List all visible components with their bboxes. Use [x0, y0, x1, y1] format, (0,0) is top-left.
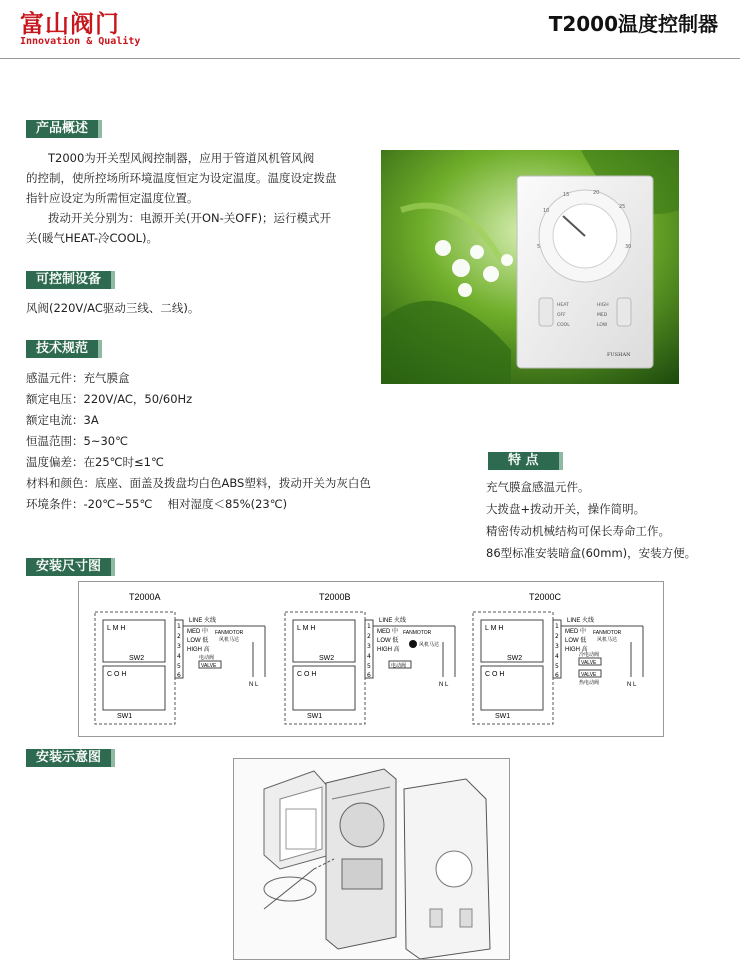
overview-text — [26, 148, 366, 248]
motor-cn-label: 风机马达 — [597, 637, 618, 643]
overview-line: 拨动开关分别为：电源开关(开ON-关OFF)；运行模式开 — [48, 211, 332, 225]
valve2-label: VALVE — [581, 672, 597, 678]
section-devices: 可控制设备 — [26, 271, 115, 289]
terminal: 3 — [177, 643, 181, 650]
overview-line: T2000为开关型风阀控制器，应用于管道风机管风阀 — [48, 151, 315, 165]
sw1-label: SW1 — [307, 713, 323, 720]
wiring-diagram-svg — [79, 582, 663, 736]
dial-tick: 30 — [625, 244, 632, 250]
brand-name: 富山阀门 — [20, 10, 120, 38]
nl-label: N L — [627, 682, 637, 688]
specs-list — [26, 368, 466, 515]
wiring-diagram-c — [473, 592, 643, 724]
terminal: 4 — [177, 653, 181, 660]
motor-label: FANMOTOR — [215, 630, 244, 636]
med-label: MED 中 — [565, 629, 587, 635]
switch-label: OFF — [557, 313, 566, 318]
lmh-label: L M H — [107, 625, 126, 632]
nl-label: N L — [249, 682, 259, 688]
install-illustration-svg — [234, 759, 509, 959]
feature-row: 大拨盘+拨动开关，操作简明。 — [486, 502, 646, 516]
overview-line: 的控制，使所控场所环境温度恒定为设定温度。温度设定拨盘 — [26, 171, 337, 185]
nl-label: N L — [439, 682, 449, 688]
terminal: 1 — [555, 623, 559, 630]
high-label: HIGH 高 — [565, 647, 588, 653]
diagram-title: T2000B — [319, 592, 351, 602]
terminal: 5 — [367, 663, 371, 670]
wiring-diagram-b — [285, 592, 455, 724]
coh-label: C O H — [485, 671, 505, 678]
section-specs: 技术规范 — [26, 340, 102, 358]
devices-text: 风阀(220V/AC驱动三线、二线)。 — [26, 301, 200, 315]
low-label: LOW 低 — [187, 638, 209, 644]
sw2-label: SW2 — [507, 655, 523, 662]
switch-label: MED — [597, 313, 608, 318]
line-label: LINE 火线 — [189, 618, 217, 624]
valve-label: VALVE — [201, 663, 217, 669]
section-overview: 产品概述 — [26, 120, 102, 138]
dial-tick: 20 — [593, 190, 600, 196]
line-label: LINE 火线 — [379, 618, 407, 624]
terminal: 2 — [367, 633, 371, 640]
spec-row: 额定电流：3A — [26, 413, 99, 427]
product-photo — [381, 150, 679, 384]
motor-label: FANMOTOR — [403, 630, 432, 636]
switch-label: COOL — [557, 323, 570, 328]
terminal: 2 — [177, 633, 181, 640]
switch-label: HEAT — [557, 303, 569, 308]
low-label: LOW 低 — [565, 638, 587, 644]
lmh-label: L M H — [485, 625, 504, 632]
sw2-label: SW2 — [319, 655, 335, 662]
valve-label: VALVE — [581, 660, 597, 666]
photo-brand: FUSHAN — [607, 352, 631, 358]
dial-tick: 10 — [543, 208, 550, 214]
terminal: 3 — [555, 643, 559, 650]
sw1-label: SW1 — [495, 713, 511, 720]
terminal: 6 — [177, 672, 181, 679]
spec-row: 额定电压：220V/AC，50/60Hz — [26, 392, 193, 406]
dial-tick: 15 — [563, 192, 570, 198]
spec-row: 感温元件：充气膜盒 — [26, 371, 130, 385]
lmh-label: L M H — [297, 625, 316, 632]
line-label: LINE 火线 — [567, 618, 595, 624]
high-label: HIGH 高 — [187, 647, 210, 653]
terminal: 6 — [555, 672, 559, 679]
valve-cn-label: 电动阀 — [199, 655, 215, 661]
dial-tick: 25 — [619, 204, 626, 210]
section-install: 安装示意图 — [26, 749, 115, 767]
section-dimensions: 安装尺寸图 — [26, 558, 115, 576]
product-photo-illustration — [381, 150, 679, 384]
wiring-diagram-a — [95, 592, 265, 724]
terminal: 4 — [367, 653, 371, 660]
terminal: 3 — [367, 643, 371, 650]
diagram-title: T2000C — [529, 592, 562, 602]
switch-label: LOW — [597, 323, 608, 328]
feature-row: 86型标准安装暗盒(60mm)，安装方便。 — [486, 546, 697, 560]
wiring-diagrams — [78, 581, 664, 737]
coh-label: C O H — [107, 671, 127, 678]
spec-row: 材料和颜色：底座、面盖及拨盘均白色ABS塑料，拨动开关为灰白色 — [26, 476, 371, 490]
overview-line: 关(暖气HEAT-冷COOL)。 — [26, 231, 159, 245]
med-label: MED 中 — [187, 629, 209, 635]
switch-label: HIGH — [597, 303, 609, 308]
terminal: 1 — [367, 623, 371, 630]
section-features: 特 点 — [488, 452, 563, 470]
med-label: MED 中 — [377, 629, 399, 635]
overview-line: 指针应设定为所需恒定温度位置。 — [26, 191, 199, 205]
header-divider — [0, 58, 740, 59]
feature-row: 充气膜盒感温元件。 — [486, 480, 590, 494]
valve-cn-label: 冷电动阀 — [579, 652, 600, 658]
motor-label: FANMOTOR — [593, 630, 622, 636]
sw1-label: SW1 — [117, 713, 133, 720]
terminal: 5 — [177, 663, 181, 670]
install-illustration — [233, 758, 510, 960]
dial-tick: 5 — [537, 244, 541, 250]
page-title: T2000温度控制器 — [548, 12, 718, 36]
feature-row: 精密传动机械结构可保长寿命工作。 — [486, 524, 670, 538]
terminal: 4 — [555, 653, 559, 660]
valve-cn-label: 电动阀 — [391, 663, 407, 669]
terminal: 6 — [367, 672, 371, 679]
valve2-cn-label: 热电动阀 — [579, 680, 600, 686]
low-label: LOW 低 — [377, 638, 399, 644]
coh-label: C O H — [297, 671, 317, 678]
terminal: 2 — [555, 633, 559, 640]
terminal: 5 — [555, 663, 559, 670]
spec-row: 温度偏差：在25℃时≤1℃ — [26, 455, 164, 469]
brand-slogan: Innovation & Quality — [20, 36, 141, 47]
motor-cn-label: 风机马达 — [419, 642, 440, 648]
spec-row: 恒温范围：5~30℃ — [26, 434, 129, 448]
diagram-title: T2000A — [129, 592, 161, 602]
motor-cn-label: 风机马达 — [219, 637, 240, 643]
terminal: 1 — [177, 623, 181, 630]
high-label: HIGH 高 — [377, 647, 400, 653]
sw2-label: SW2 — [129, 655, 145, 662]
spec-row: 环境条件：-20℃~55℃ 相对湿度＜85%(23℃) — [26, 497, 288, 511]
features-list — [486, 476, 726, 564]
